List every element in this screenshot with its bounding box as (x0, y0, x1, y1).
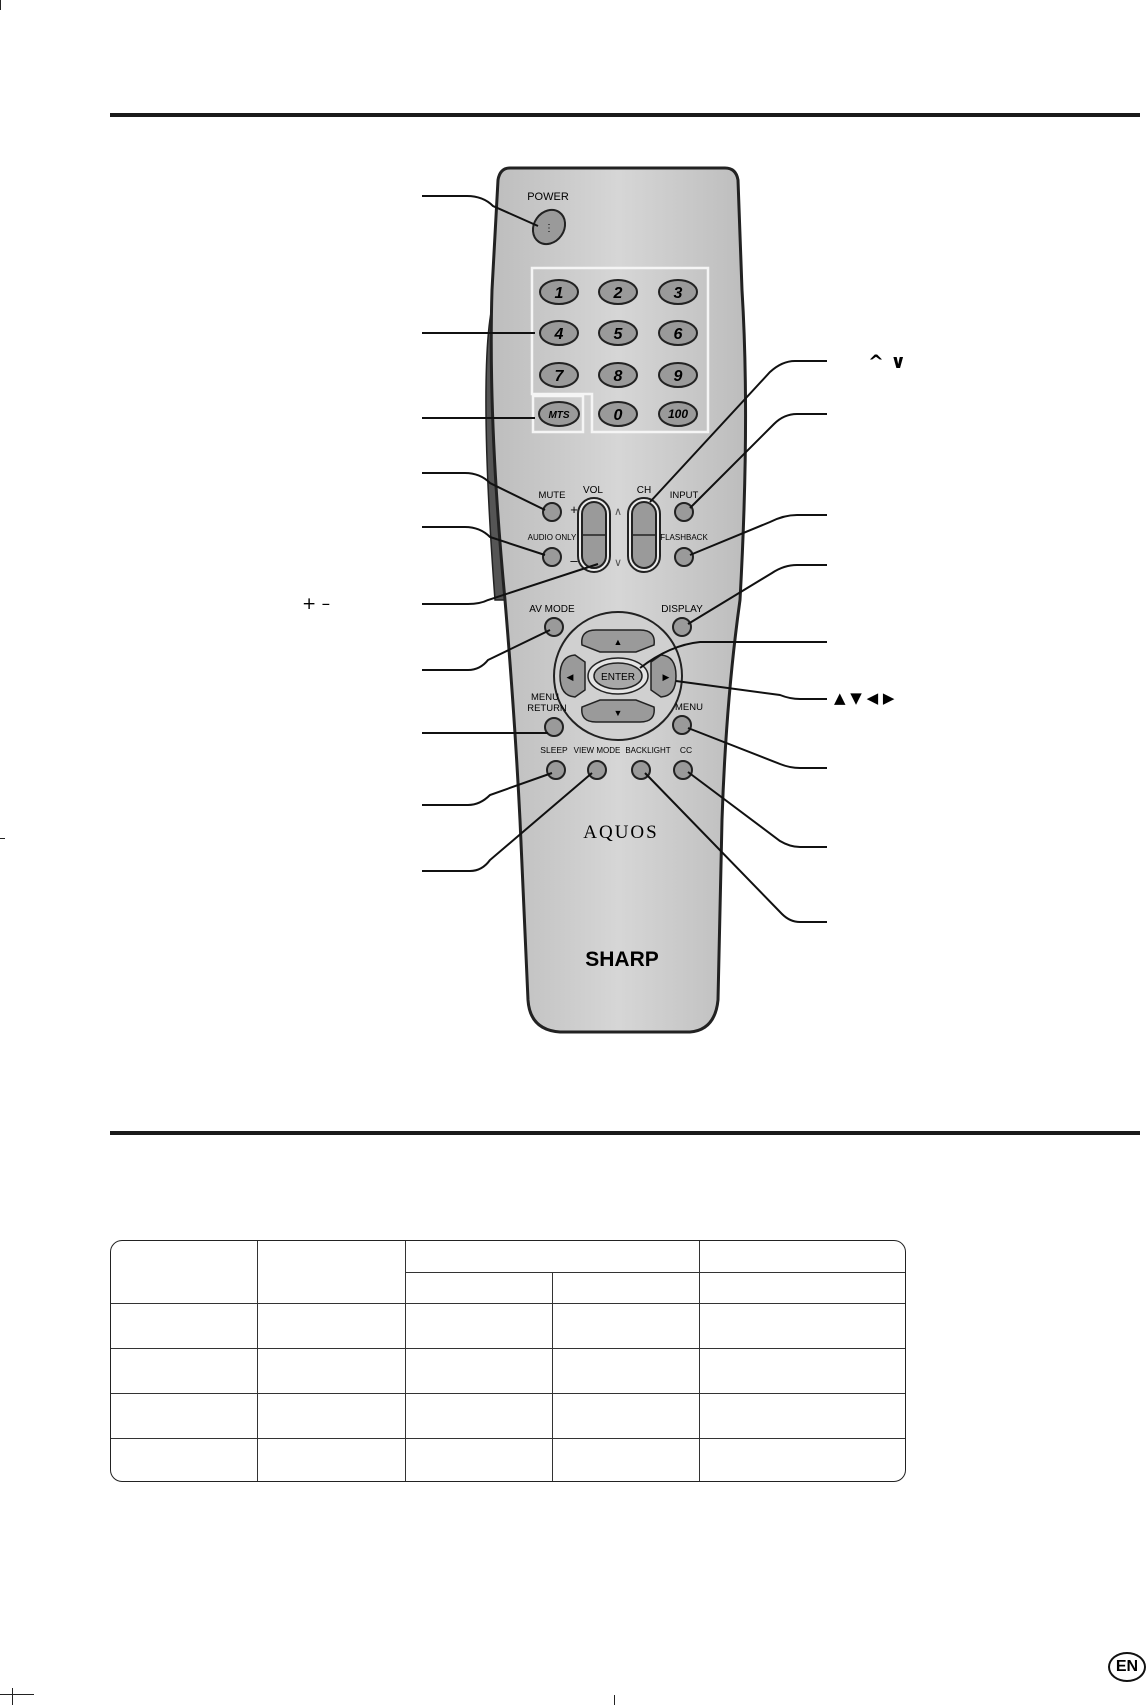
display-button[interactable] (673, 618, 691, 636)
spec-table (111, 1241, 905, 1482)
table-cell (552, 1438, 699, 1482)
table-cell (552, 1348, 699, 1393)
digit-label-9: 9 (673, 368, 683, 385)
up-arrow-icon: ▲ (613, 637, 623, 647)
digit-label-6: 6 (673, 326, 683, 343)
av-mode-button[interactable] (545, 618, 563, 636)
digit-label-7: 7 (554, 368, 564, 385)
flashback-label: FLASHBACK (660, 533, 708, 542)
display-label: DISPLAY (661, 604, 703, 615)
table-cell (111, 1241, 257, 1303)
table-cell (699, 1348, 905, 1393)
table-cell (111, 1438, 257, 1482)
table-cell (257, 1393, 405, 1438)
mute-button[interactable] (543, 503, 561, 521)
table-header-row (111, 1241, 905, 1272)
language-badge: EN (1108, 1652, 1146, 1682)
table-cell (699, 1272, 905, 1303)
sharp-logo: SHARP (585, 948, 659, 971)
spec-table-frame (110, 1240, 906, 1482)
input-button[interactable] (675, 503, 693, 521)
view-mode-label: VIEW MODE (573, 746, 621, 755)
vol-plus-minus-symbols: + – (302, 594, 331, 614)
table-cell (257, 1303, 405, 1348)
flashback-button[interactable] (675, 548, 693, 566)
av-mode-label: AV MODE (529, 604, 575, 615)
view-mode-button[interactable] (588, 761, 606, 779)
table-row (111, 1438, 905, 1482)
crop-mark (0, 1694, 12, 1695)
cc-button[interactable] (674, 761, 692, 779)
digit-label-8: 8 (613, 368, 623, 385)
table-cell (111, 1303, 257, 1348)
table-cell (699, 1241, 905, 1272)
table-cell (552, 1303, 699, 1348)
digit-label-4: 4 (554, 326, 564, 343)
mute-label: MUTE (538, 490, 566, 501)
aquos-logo: AQUOS (583, 822, 659, 843)
menu-return-label-2: RETURN (527, 703, 567, 714)
table-cell (405, 1241, 699, 1272)
digit-label-100: 100 (667, 407, 689, 421)
power-label: POWER (527, 191, 569, 203)
table-cell (405, 1438, 552, 1482)
backlight-label: BACKLIGHT (625, 746, 671, 755)
digit-label-0: 0 (613, 407, 623, 424)
arrow-keys-symbols: ▲ ▼ ◀ ▶ (834, 689, 895, 707)
digit-label-3: 3 (673, 285, 683, 302)
ch-up-icon: ∧ (613, 506, 623, 518)
ch-down-icon: ∨ (613, 557, 623, 569)
sleep-button[interactable] (547, 761, 565, 779)
ch-label: CH (636, 485, 652, 496)
menu-button[interactable] (673, 716, 691, 734)
cc-label: CC (679, 745, 693, 755)
table-cell (552, 1393, 699, 1438)
table-cell (111, 1348, 257, 1393)
menu-return-label-1: MENU (531, 692, 559, 703)
table-cell (257, 1348, 405, 1393)
digit-label-5: 5 (613, 326, 623, 343)
table-cell (699, 1303, 905, 1348)
digit-label-1: 1 (554, 285, 564, 302)
ch-up-down-symbols: ^ ∨ (868, 351, 906, 373)
table-cell (699, 1438, 905, 1482)
menu-label: MENU (675, 702, 703, 713)
crop-mark (12, 1688, 13, 1705)
sleep-label: SLEEP (540, 745, 568, 755)
crop-mark (614, 1695, 615, 1705)
right-arrow-icon: ▶ (662, 672, 670, 682)
table-row (111, 1303, 905, 1348)
table-cell (405, 1393, 552, 1438)
table-cell (699, 1393, 905, 1438)
mts-label: MTS (548, 410, 570, 421)
audio-only-button[interactable] (543, 548, 561, 566)
table-row (111, 1393, 905, 1438)
crop-mark (12, 1694, 34, 1695)
enter-label: ENTER (601, 672, 635, 683)
left-arrow-icon: ◀ (566, 672, 574, 682)
vol-minus-label: – (570, 553, 578, 568)
digit-label-2: 2 (613, 285, 623, 302)
table-cell (111, 1393, 257, 1438)
audio-only-label: AUDIO ONLY (527, 533, 577, 542)
table-cell (405, 1348, 552, 1393)
table-cell (257, 1241, 405, 1303)
table-row (111, 1348, 905, 1393)
table-cell (405, 1303, 552, 1348)
vol-plus-label: + (570, 502, 578, 517)
vol-label: VOL (582, 485, 604, 496)
power-icon: ⋮ (544, 223, 554, 234)
crop-mark (0, 0, 1, 10)
down-arrow-icon: ▼ (613, 708, 623, 718)
table-cell (552, 1272, 699, 1303)
crop-mark (0, 838, 5, 839)
table-cell (405, 1272, 552, 1303)
table-cell (257, 1438, 405, 1482)
middle-rule (110, 1131, 1140, 1135)
input-label: INPUT (669, 490, 699, 501)
